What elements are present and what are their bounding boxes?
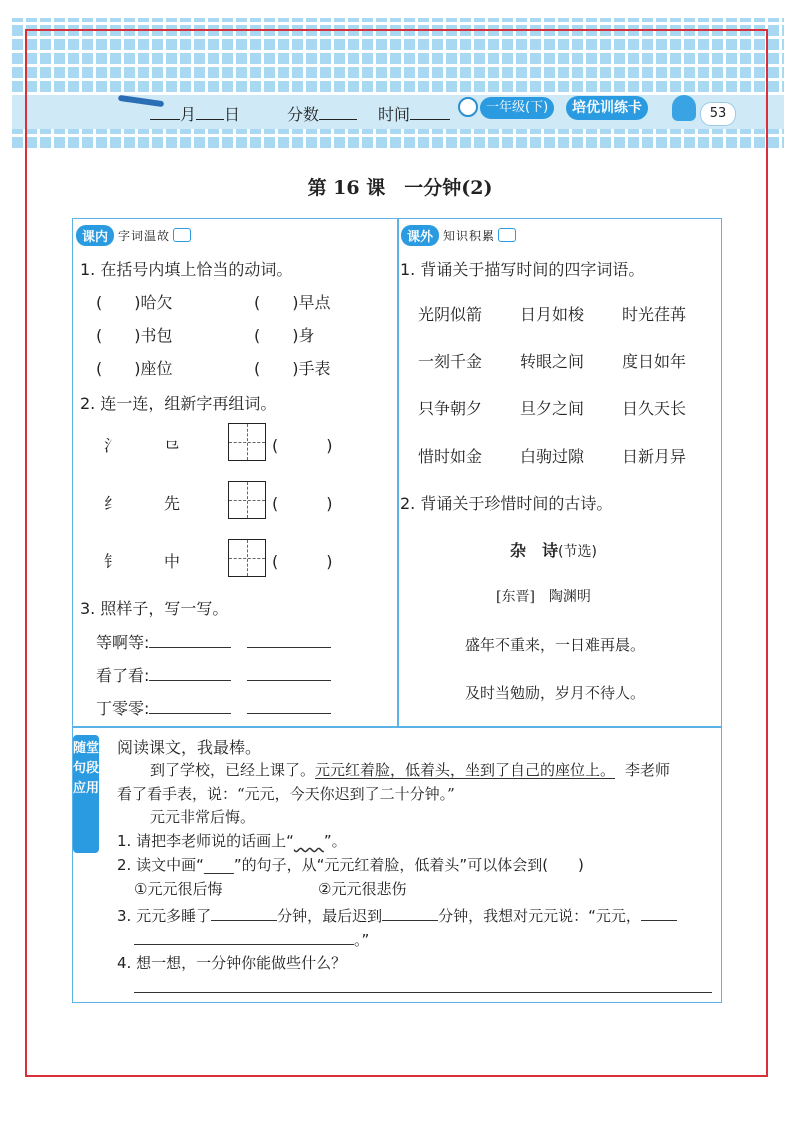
idiom: 日新月异 bbox=[622, 447, 687, 466]
left-q3-prompt: 3. 照样子，写一写。 bbox=[80, 599, 229, 618]
bottom-q3-cont bbox=[134, 928, 369, 950]
passage-text: 到了学校，已经上课了。 bbox=[150, 761, 316, 779]
book-icon bbox=[173, 228, 191, 242]
passage-line: 看了看手表，说：“元元，今天你迟到了二十分钟。” bbox=[117, 785, 455, 803]
day-label: 日 bbox=[224, 105, 241, 124]
left-q1-item[interactable]: ( )书包 bbox=[96, 326, 173, 345]
bottom-intro: 阅读课文，我最棒。 bbox=[117, 738, 262, 757]
passage-underlined: 元元红着脸，低着头，坐到了自己的座位上。 bbox=[315, 761, 616, 779]
tian-grid-box[interactable] bbox=[228, 423, 266, 461]
idiom: 度日如年 bbox=[622, 352, 687, 371]
pattern-label: 看了看: bbox=[96, 666, 150, 685]
q2-text: 2. 读文中画“ bbox=[117, 856, 204, 874]
q2-text: ”的句子，从“元元红着脸，低着头”可以体会到( ) bbox=[233, 856, 584, 874]
word-paren[interactable]: ( ) bbox=[272, 436, 333, 455]
time-blank[interactable] bbox=[410, 104, 450, 120]
bottom-section-tag: 随堂句段应用 bbox=[73, 735, 99, 853]
q1-text: ”。 bbox=[323, 832, 347, 850]
passage-text: 李老师 bbox=[625, 761, 671, 779]
q3-text: 分钟，我想对元元说：“元元， bbox=[438, 907, 641, 925]
grade-badge: 一年级(下) bbox=[480, 97, 554, 119]
q2-option[interactable]: ②元元很悲伤 bbox=[318, 880, 407, 898]
pattern-row bbox=[96, 696, 331, 719]
idiom: 只争朝夕 bbox=[418, 399, 483, 418]
month-blank[interactable] bbox=[150, 104, 180, 120]
idiom: 白驹过隙 bbox=[520, 447, 585, 466]
page-number: 53 bbox=[700, 102, 736, 126]
idiom: 转眼之间 bbox=[520, 352, 585, 371]
lesson-title: 第 16 课 一分钟(2) bbox=[307, 177, 493, 199]
q3-text: 分钟，最后迟到 bbox=[277, 907, 383, 925]
poem-title-text: 杂 诗 bbox=[510, 541, 559, 560]
q1-text: 1. 请把李老师说的话画上“ bbox=[117, 832, 294, 850]
answer-blank[interactable] bbox=[149, 697, 231, 714]
idiom: 光阴似箭 bbox=[418, 305, 483, 324]
poem-note: (节选) bbox=[558, 544, 597, 560]
tian-grid-box[interactable] bbox=[228, 539, 266, 577]
brand-badge: 培优训练卡 bbox=[566, 96, 648, 120]
radical-left[interactable]: 氵 bbox=[104, 436, 121, 455]
date-field bbox=[150, 102, 240, 125]
idiom: 日月如梭 bbox=[520, 305, 585, 324]
left-section-tag bbox=[76, 224, 191, 246]
idiom: 日久天长 bbox=[622, 399, 687, 418]
right-tag-sub: 知识积累 bbox=[443, 228, 496, 243]
pattern-label: 等啊等: bbox=[96, 633, 150, 652]
bottom-q2 bbox=[117, 854, 584, 875]
score-label: 分数 bbox=[287, 105, 320, 124]
component-right[interactable]: 先 bbox=[164, 494, 181, 513]
wavy-line-sample bbox=[294, 832, 324, 850]
q3-text: 。” bbox=[354, 931, 370, 949]
word-paren[interactable]: ( ) bbox=[272, 552, 333, 571]
tian-grid-box[interactable] bbox=[228, 481, 266, 519]
passage-line bbox=[150, 759, 670, 780]
answer-blank[interactable] bbox=[247, 664, 331, 681]
bottom-q4: 4. 想一想，一分钟你能做些什么？ bbox=[117, 954, 347, 972]
idiom: 旦夕之间 bbox=[520, 399, 585, 418]
poem-title bbox=[510, 538, 597, 561]
answer-blank[interactable] bbox=[149, 664, 231, 681]
idiom: 一刻千金 bbox=[418, 352, 483, 371]
pattern-row bbox=[96, 630, 331, 653]
underline-sample bbox=[204, 856, 234, 874]
right-section-tag bbox=[401, 224, 516, 246]
day-blank[interactable] bbox=[196, 104, 224, 120]
passage-line: 元元非常后悔。 bbox=[150, 808, 256, 826]
score-field bbox=[287, 102, 357, 125]
pattern-label: 丁零零: bbox=[96, 699, 150, 718]
answer-blank[interactable] bbox=[382, 904, 438, 921]
time-field bbox=[378, 102, 450, 125]
left-q1-item[interactable]: ( )早点 bbox=[254, 293, 331, 312]
answer-blank[interactable] bbox=[641, 904, 677, 921]
radical-left[interactable]: 纟 bbox=[104, 494, 121, 513]
left-q2-prompt: 2. 连一连，组新字再组词。 bbox=[80, 394, 277, 413]
clock-icon bbox=[458, 97, 478, 117]
answer-blank[interactable] bbox=[247, 631, 331, 648]
idiom: 惜时如金 bbox=[418, 447, 483, 466]
poem-line: 盛年不重来，一日难再晨。 bbox=[465, 636, 646, 654]
book-icon bbox=[498, 228, 516, 242]
answer-blank[interactable] bbox=[149, 631, 231, 648]
component-right[interactable]: 中 bbox=[164, 552, 181, 571]
answer-line[interactable] bbox=[134, 992, 712, 993]
radical-left[interactable]: 钅 bbox=[104, 552, 121, 571]
answer-blank[interactable] bbox=[211, 904, 277, 921]
bottom-q1 bbox=[117, 830, 347, 851]
left-q1-item[interactable]: ( )身 bbox=[254, 326, 315, 345]
left-tag-sub: 字词温故 bbox=[118, 228, 171, 243]
answer-blank[interactable] bbox=[134, 928, 354, 945]
left-q1-prompt: 1. 在括号内填上恰当的动词。 bbox=[80, 260, 293, 279]
left-q1-item[interactable]: ( )座位 bbox=[96, 359, 173, 378]
left-q1-item[interactable]: ( )哈欠 bbox=[96, 293, 173, 312]
poem-line: 及时当勉励，岁月不待人。 bbox=[465, 684, 646, 702]
left-tag-label: 课内 bbox=[76, 225, 114, 246]
bottom-q3 bbox=[117, 904, 677, 926]
answer-blank[interactable] bbox=[247, 697, 331, 714]
time-label: 时间 bbox=[378, 105, 411, 124]
right-q1-prompt: 1. 背诵关于描写时间的四字词语。 bbox=[400, 260, 645, 279]
month-label: 月 bbox=[180, 105, 197, 124]
left-q1-item[interactable]: ( )手表 bbox=[254, 359, 331, 378]
component-right[interactable]: ⺋ bbox=[164, 436, 181, 455]
idiom: 时光荏苒 bbox=[622, 305, 687, 324]
q3-text: 3. 元元多睡了 bbox=[117, 907, 212, 925]
poem-author: [东晋] 陶渊明 bbox=[496, 589, 591, 605]
right-tag-label: 课外 bbox=[401, 225, 439, 246]
score-blank[interactable] bbox=[319, 104, 357, 120]
q2-option[interactable]: ①元元很后悔 bbox=[134, 880, 223, 898]
mascot-icon bbox=[672, 95, 696, 121]
pattern-row bbox=[96, 663, 331, 686]
word-paren[interactable]: ( ) bbox=[272, 494, 333, 513]
right-q2-prompt: 2. 背诵关于珍惜时间的古诗。 bbox=[400, 494, 613, 513]
